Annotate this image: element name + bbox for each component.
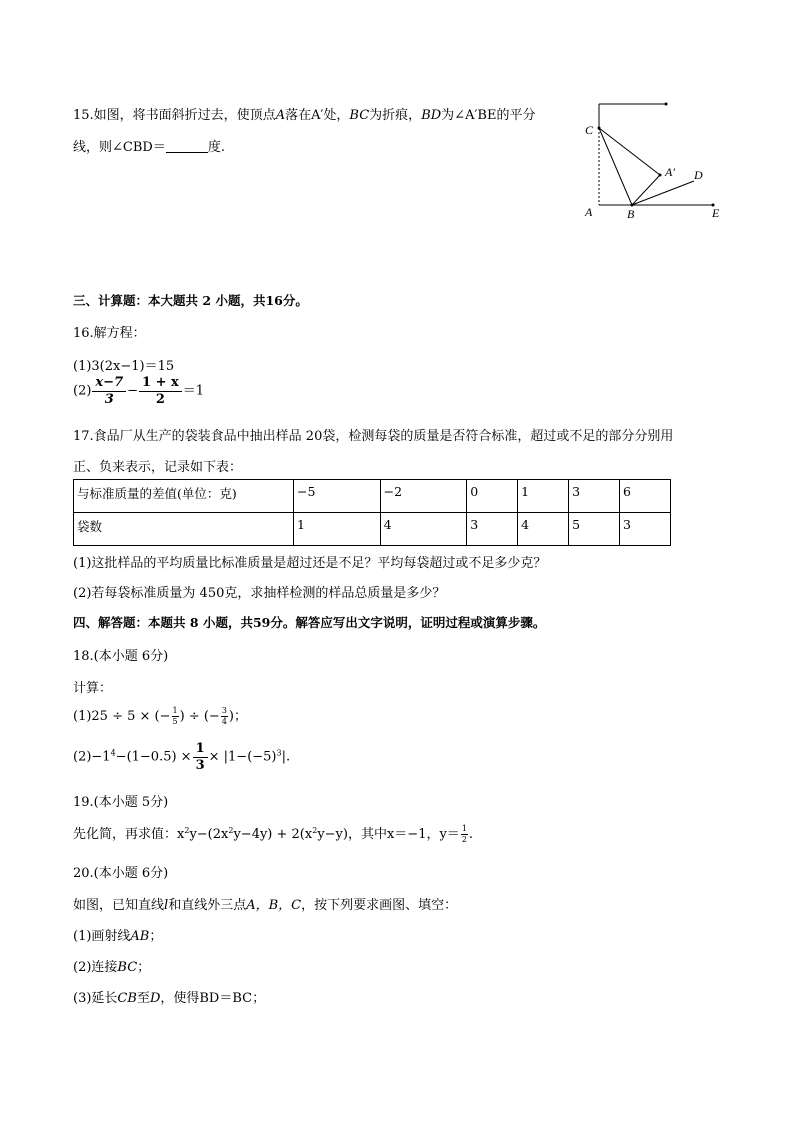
q17-text-2: 正、负来表示，记录如下表： <box>73 460 243 475</box>
q15-bisector: BD <box>421 108 442 123</box>
fraction: $\frac{1}{2}$ <box>461 824 467 844</box>
label-c: C <box>585 123 594 137</box>
q19-title: 19.(本小题 5分) <box>73 795 169 810</box>
q15-point-a: A <box>275 108 286 123</box>
q15-text: 为折痕， <box>369 108 422 123</box>
q18-part1: (1)25 ÷ 5 × (− $\frac{1}{5}$ ) ÷ (− $\frac{3}{4}$ )； <box>73 706 247 726</box>
table-cell: 4 <box>518 513 569 546</box>
q20-title: 20.(本小题 6分) <box>73 866 169 881</box>
table-cell: 4 <box>380 513 467 546</box>
table-cell: −5 <box>294 480 381 513</box>
label-e: E <box>712 206 720 220</box>
fraction: $\frac{3}{4}$ <box>221 706 227 726</box>
label-d: D <box>694 168 703 182</box>
answer-blank[interactable] <box>166 140 208 153</box>
q17-table <box>73 479 671 546</box>
q20-step3: (3)延长CB至D，使得BD＝BC； <box>73 991 266 1006</box>
q20-text: 如图，已知直线l和直线外三点A，B，C，按下列要求画图、填空： <box>73 898 458 913</box>
q15-figure <box>580 95 730 225</box>
label-a: A <box>585 205 593 219</box>
table-cell: 6 <box>620 480 671 513</box>
q20-step2: (2)连接BC； <box>73 960 151 975</box>
q15-text: 线，则∠CBD＝ <box>73 140 166 155</box>
table-cell: 1 <box>294 513 381 546</box>
q18-intro: 计算： <box>73 681 113 696</box>
q18-title: 18.(本小题 6分) <box>73 649 169 664</box>
segment-ca1 <box>599 128 660 175</box>
q16-title: 16.解方程： <box>73 326 146 341</box>
q16-part2: (2) $\frac{x-7}{3}$ − $\frac{1 + x}{2}$ ＝1 <box>73 375 205 407</box>
q17-part1: (1)这批样品的平均质量比标准质量是超过还是不足？平均每袋超过或不足多少克？ <box>73 556 547 571</box>
q18-part2: $(2)-1^4-(1-0.5)$ × $\frac{1}{3}$ × $|1-(-5)^3|$. <box>73 741 291 773</box>
fraction: $\frac{1 + x}{2}$ <box>139 376 182 406</box>
table-cell: 3 <box>569 480 620 513</box>
segment-a1b <box>632 175 660 205</box>
table-cell: 3 <box>620 513 671 546</box>
fraction: $\frac{1}{5}$ <box>172 706 178 726</box>
label-a-prime: A′ <box>665 165 675 179</box>
segment-cb <box>599 128 632 205</box>
q15-fold-line: BC <box>349 108 370 123</box>
table-cell: 1 <box>518 480 569 513</box>
section3-heading: 三、计算题：本大题共 2 小题，共16分。 <box>73 293 308 308</box>
q15-text: 落在A′处， <box>285 108 350 123</box>
q15-text: 为∠A′BE的平分 <box>441 108 536 123</box>
table-row <box>74 480 671 513</box>
table-cell: 3 <box>467 513 518 546</box>
q15-text: 度. <box>207 140 225 155</box>
table-cell: 与标准质量的差值(单位：克) <box>74 480 294 513</box>
label-b: B <box>627 207 635 221</box>
q17-part2: (2)若每袋标准质量为 450克，求抽样检测的样品总质量是多少？ <box>73 586 446 601</box>
table-cell: −2 <box>380 480 467 513</box>
fraction: $\frac{x-7}{3}$ <box>92 376 126 406</box>
q15-line2 <box>73 136 225 155</box>
fraction: $\frac{1}{3}$ <box>193 742 208 772</box>
ray-bd <box>632 181 694 205</box>
q15-line1 <box>73 104 535 123</box>
q19-text: 先化简，再求值：$x^2y-(2x^2y-4y) + 2(x^2y-y)$，其中x＝−1，y＝ $\frac{1}{2}$ . <box>73 824 474 844</box>
table-cell: 袋数 <box>74 513 294 546</box>
table-cell: 5 <box>569 513 620 546</box>
q15-text: 15.如图，将书面斜折过去，使顶点 <box>73 108 276 123</box>
table-row <box>74 513 671 546</box>
q20-step1: (1)画射线AB； <box>73 929 163 944</box>
table-cell: 0 <box>467 480 518 513</box>
section4-heading: 四、解答题：本题共 8 小题，共59分。解答应写出文字说明，证明过程或演算步骤。 <box>73 615 546 630</box>
q16-part1: (1)3(2x−1)＝15 <box>73 359 175 374</box>
q17-text-1: 17.食品厂从生产的袋装食品中抽出样品 20袋，检测每袋的质量是否符合标准，超过或不足的部分分别用 <box>73 429 674 444</box>
